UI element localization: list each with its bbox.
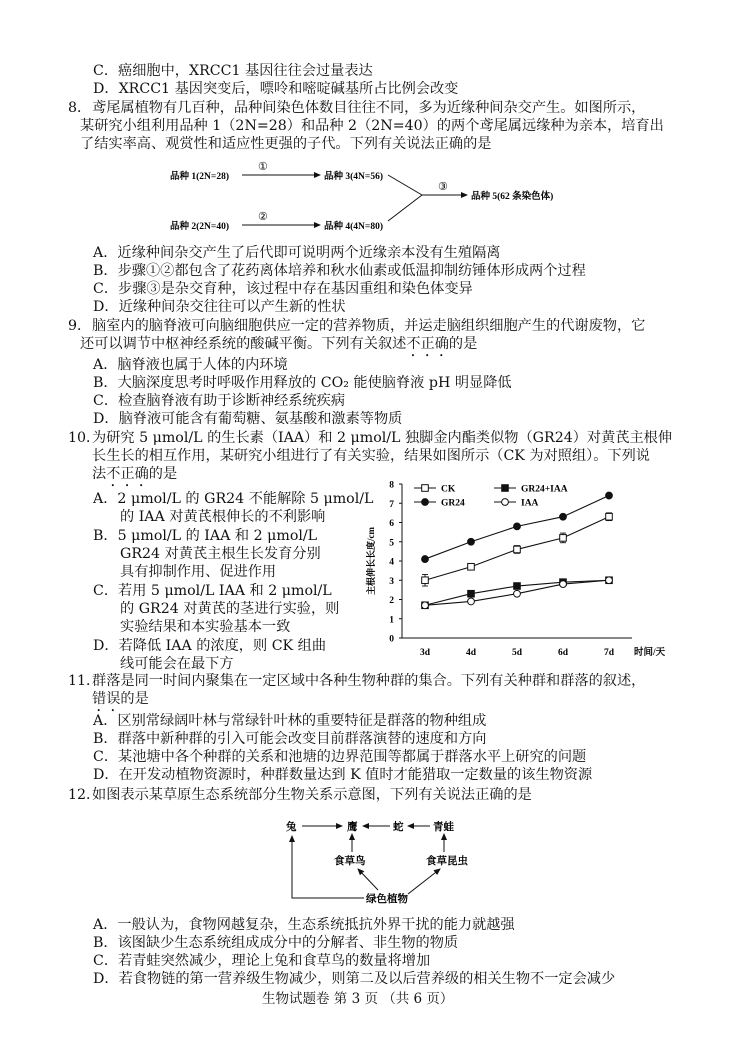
q11-option-b: B．群落中新种群的引入可能会改变目前群落演替的速度和方向 [93,731,487,747]
q10-option-b-line3: 具有抑制作用、促进作用 [120,564,277,580]
q11-stem-line1: 群落是同一时间内聚集在一定区域中各种生物种群的集合。下列有关种群和群落的叙述， [92,673,646,689]
herbivorous-insect-node: 食草昆虫 [426,856,468,867]
q12-number: 12． [68,787,101,803]
y-tick-label: 5 [389,538,394,549]
y-axis-label: 主根伸长长度/cm [366,527,376,595]
data-point-iaa [560,581,567,588]
q10-stem-line1: 为研究 5 μmol/L 的生长素（IAA）和 2 μmol/L 独脚金内酯类似物（GR24）对黄芪主根伸 [92,430,673,446]
q10-option-b-line2: GR24 对黄芪主根生长发育分别 [120,546,321,562]
q10-option-a-line2: 的 IAA 对黄芪根伸长的不利影响 [120,509,326,525]
q8-stem-line3: 了结实率高、观赏性和适应性更强的子代。下列有关说法正确的是 [80,136,492,152]
step-2-label: ② [258,211,268,223]
x-tick-label: 3d [419,648,431,658]
arrow-plant-insect [408,869,440,894]
rabbit-node: 兔 [286,822,297,833]
q8-number: 8． [68,100,92,116]
q10-stem-line3: 法不正确的是 [92,466,178,482]
q12-stem: 如图表示某草原生态系统部分生物关系示意图，下列有关说法正确的是 [92,787,532,803]
q9-option-c: C．检查脑脊液有助于诊断神经系统疾病 [93,393,346,409]
x-axis-label: 时间/天 [634,648,666,658]
herbivorous-bird-node: 食草鸟 [334,856,366,867]
data-point-ck [606,513,613,520]
variety-5-label: 品种 5(62 条染色体) [471,192,554,202]
data-point-gr24 [606,492,613,499]
legend-marker [502,485,509,492]
q10-option-d-line2: 线可能会在最下方 [120,656,234,672]
q11-option-c: C．某池塘中各个种群的关系和池塘的边界范围等都属于群落水平上研究的问题 [93,749,587,765]
q10-option-c-line3: 实验结果和本实验基本一致 [120,619,291,635]
breeding-diagram [160,158,560,240]
data-point-gr24 [468,538,475,545]
eagle-node: 鹰 [347,822,358,833]
y-tick-label: 1 [389,615,394,626]
step-1-label: ① [258,161,268,173]
q9-emphasis-not-correct: 不正确 [406,336,449,352]
legend-label: GR24+IAA [521,484,568,495]
q11-stem-line2: 错误的是 [92,691,149,707]
q10-option-c-line1: C．若用 5 μmol/L IAA 和 2 μmol/L [93,583,332,599]
y-tick-label: 7 [389,499,394,510]
y-tick-label: 6 [389,519,394,529]
x-tick-label: 4d [465,648,477,658]
merge-line-lower [388,195,422,221]
data-point-gr24 [560,513,567,520]
q9-option-d: D．脑脊液可能含有葡萄糖、氨基酸和激素等物质 [93,411,403,427]
legend-marker [422,485,429,492]
q8-option-c: C．步骤③是杂交育种，该过程中存在基因重组和染色体变异 [93,281,473,297]
q12-option-b: B．该图缺少生态系统组成成分中的分解者、非生物的物质 [93,935,459,951]
q8-option-a: A．近缘种间杂交产生了后代即可说明两个近缘亲本没有生殖隔离 [93,245,501,261]
legend-label: GR24 [441,498,465,509]
q7-option-c: C．癌细胞中，XRCC1 基因往往会过量表达 [93,63,373,79]
q10-option-d-line1: D．若降低 IAA 的浓度，则 CK 组曲 [93,638,327,654]
q8-option-d: D．近缘种间杂交往往可以产生新的性状 [93,299,346,315]
y-tick-label: 4 [389,557,394,568]
data-point-ck [468,563,475,570]
q11-emphasis-wrong: 错误 [92,691,121,707]
data-point-iaa [606,577,613,584]
variety-2-label: 品种 2(2N=40) [170,222,229,232]
y-tick-label: 3 [389,576,394,587]
arrow-plant-rabbit [292,836,364,898]
q9-option-a: A．脑脊液也属于人体的内环境 [93,357,288,373]
arrow-plant-bird [358,869,378,890]
q10-option-c-line2: 的 GR24 对黄芪的茎进行实验，则 [120,601,340,617]
data-point-ck [560,535,567,542]
data-point-gr24 [422,556,429,563]
data-point-gr24-plus-iaa [514,583,521,590]
data-point-gr24-plus-iaa [468,590,475,597]
y-tick-label: 0 [389,634,394,645]
q9-stem-line2: 还可以调节中枢神经系统的酸碱平衡。下列有关叙述不正确的是 [80,336,478,352]
root-length-chart [360,472,666,668]
q12-option-d: D．若食物链的第一营养级生物减少，则第二及以后营养级的相关生物不一定会减少 [93,971,616,987]
legend-label: CK [441,484,456,495]
q12-option-c: C．若青蛙突然减少，理论上兔和食草鸟的数量将增加 [93,953,431,969]
data-point-ck [514,546,521,553]
q10-emphasis-not-correct: 不正确 [106,466,149,482]
x-tick-label: 5d [511,648,523,658]
q10-option-a-line1: A．2 μmol/L 的 GR24 不能解除 5 μmol/L [93,491,374,507]
q7-option-d: D．XRCC1 基因突变后，嘌呤和嘧啶碱基所占比例会改变 [93,81,459,97]
variety-4-label: 品种 4(4N=80) [324,222,383,232]
page-footer: 生物试题卷 第 3 页 （共 6 页） [262,991,454,1007]
data-point-iaa [514,590,521,597]
x-tick-label: 7d [603,648,615,658]
q9-number: 9． [68,318,92,334]
q11-option-a: A．区别常绿阔叶林与常绿针叶林的重要特征是群落的物种组成 [93,713,487,729]
y-tick-label: 2 [389,596,394,606]
variety-3-label: 品种 3(4N=56) [324,172,383,182]
q9-stem-line1: 脑室内的脑脊液可向脑细胞供应一定的营养物质，并运走脑组织细胞产生的代谢废物，它 [92,318,646,334]
variety-1-label: 品种 1(2N=28) [170,172,229,182]
data-point-iaa [422,602,429,609]
q8-stem-line2: 某研究小组利用品种 1（2N=28）和品种 2（2N=40）的两个鸢尾属远缘种为亲本，培育出 [80,118,664,134]
q8-option-b: B．步骤①②都包含了花药离体培养和秋水仙素或低温抑制纺锤体形成两个过程 [93,263,586,279]
green-plant-node: 绿色植物 [366,894,408,905]
q11-option-d: D．在开发动植物资源时，种群数量达到 K 值时才能猎取一定数量的该生物资源 [93,767,593,783]
food-web-diagram [270,812,510,912]
q9-option-b: B．大脑深度思考时呼吸作用释放的 CO₂ 能使脑脊液 pH 明显降低 [93,375,512,391]
step-3-label: ③ [438,181,448,193]
legend-marker [502,499,509,506]
q10-option-b-line1: B．5 μmol/L 的 IAA 和 2 μmol/L [93,528,318,544]
q8-stem-line1: 鸢尾属植物有几百种，品种间染色体数目往往不同，多为近缘种间杂交产生。如图所示， [92,100,646,116]
q10-number: 10． [68,430,101,446]
merge-line-upper [388,175,422,195]
data-point-iaa [468,598,475,605]
y-tick-label: 8 [389,480,394,491]
x-tick-label: 6d [557,648,569,658]
q12-option-a: A．一般认为，食物网越复杂，生态系统抵抗外界干扰的能力就越强 [93,917,515,933]
legend-marker [422,499,429,506]
data-point-gr24 [514,523,521,530]
data-point-ck [422,577,429,584]
frog-node: 青蛙 [433,822,454,833]
q11-number: 11． [68,673,101,689]
snake-node: 蛇 [393,822,404,833]
q10-stem-line2: 长生长的相互作用，某研究小组进行了有关实验，结果如图所示（CK 为对照组）。下列说 [92,448,650,464]
legend-label: IAA [521,498,539,509]
